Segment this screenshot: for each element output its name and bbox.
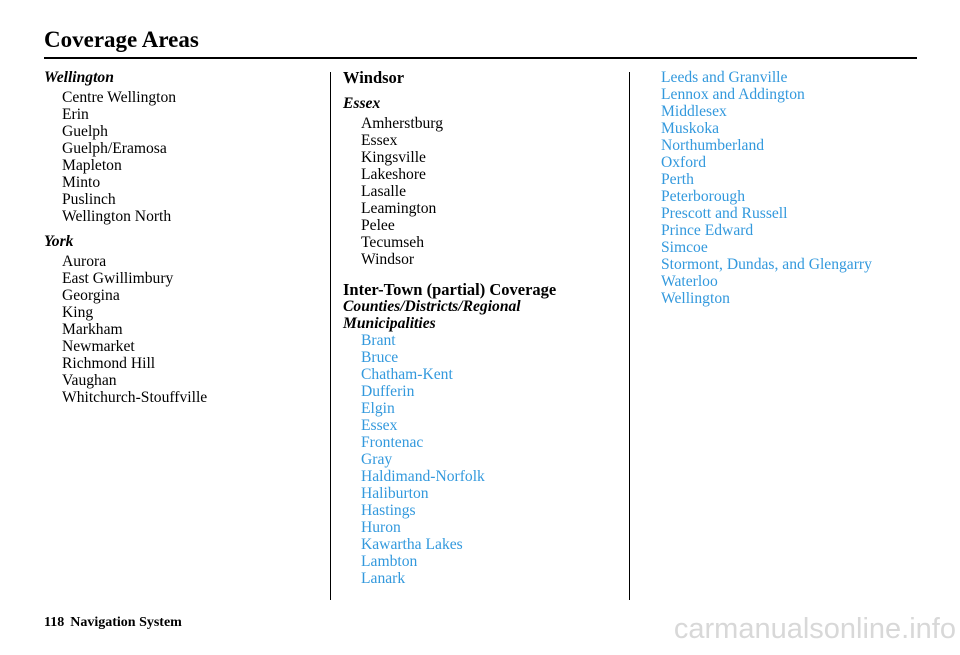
region-link[interactable]: Essex (361, 417, 398, 434)
list-item: Whitchurch-Stouffville (62, 389, 208, 406)
wellington-list (44, 89, 324, 225)
region-link[interactable]: Prescott and Russell (661, 205, 788, 222)
essex-heading: Essex (343, 95, 381, 112)
region-link[interactable]: Leeds and Granville (661, 69, 788, 86)
list-item: Windsor (361, 251, 415, 268)
list-item: Erin (62, 106, 89, 123)
intertown-heading: Inter-Town (partial) Coverage (343, 280, 557, 299)
list-item: Newmarket (62, 338, 135, 355)
column-divider (629, 72, 630, 600)
region-link[interactable]: Huron (361, 519, 401, 536)
column-1 (44, 69, 324, 406)
intertown-subheading: Counties/Districts/Regional (343, 298, 521, 315)
list-item: Essex (361, 132, 398, 149)
windsor-list (343, 115, 623, 268)
list-item: Markham (62, 321, 123, 338)
wellington-heading: Wellington (44, 69, 114, 86)
list-item: Puslinch (62, 191, 116, 208)
region-link[interactable]: Bruce (361, 349, 399, 366)
region-link[interactable]: Oxford (661, 154, 707, 171)
region-link[interactable]: Stormont, Dundas, and Glengarry (661, 256, 872, 273)
region-link[interactable]: Wellington (661, 290, 730, 307)
list-item: Centre Wellington (62, 89, 177, 106)
windsor-heading: Windsor (343, 68, 405, 87)
column-3 (661, 69, 941, 307)
region-link[interactable]: Lennox and Addington (661, 86, 805, 103)
list-item: Mapleton (62, 157, 122, 174)
list-item: Leamington (361, 200, 437, 217)
list-item: Tecumseh (361, 234, 424, 251)
region-link-list (661, 69, 941, 307)
list-item: Vaughan (62, 372, 117, 389)
list-item: East Gwillimbury (62, 270, 174, 287)
list-item: Richmond Hill (62, 355, 156, 372)
page-number: 118 (44, 615, 65, 630)
region-link[interactable]: Kawartha Lakes (361, 536, 463, 553)
region-link[interactable]: Chatham-Kent (361, 366, 453, 383)
list-item: Georgina (62, 287, 120, 304)
list-item: King (62, 304, 94, 321)
region-link[interactable]: Middlesex (661, 103, 727, 120)
list-item: Kingsville (361, 149, 426, 166)
section-name: Navigation System (70, 615, 182, 630)
list-item: Lasalle (361, 183, 407, 200)
region-link[interactable]: Haldimand-Norfolk (361, 468, 485, 485)
list-item: Pelee (361, 217, 395, 234)
region-link[interactable]: Hastings (361, 502, 416, 519)
list-item: Aurora (62, 253, 107, 270)
region-link[interactable]: Lambton (361, 553, 418, 570)
region-link[interactable]: Muskoka (661, 120, 720, 137)
intertown-subheading: Municipalities (343, 315, 436, 332)
region-link[interactable]: Peterborough (661, 188, 746, 205)
region-link[interactable]: Haliburton (361, 485, 429, 502)
list-item: Wellington North (62, 208, 172, 225)
title-rule (44, 57, 917, 59)
column-divider (330, 72, 331, 600)
list-item: Minto (62, 174, 101, 191)
region-link[interactable]: Simcoe (661, 239, 708, 256)
region-link[interactable]: Brant (361, 332, 396, 349)
region-link[interactable]: Northumberland (661, 137, 765, 154)
region-link[interactable]: Waterloo (661, 273, 718, 290)
list-item: Guelph/Eramosa (62, 140, 167, 157)
watermark: carmanualsonline.info (673, 613, 956, 645)
region-link[interactable]: Gray (361, 451, 393, 468)
region-link[interactable]: Lanark (361, 570, 406, 587)
intertown-link-list (343, 332, 623, 587)
list-item: Lakeshore (361, 166, 426, 183)
page-footer (44, 614, 182, 632)
region-link[interactable]: Elgin (361, 400, 395, 417)
list-item: Guelph (62, 123, 108, 140)
column-2 (343, 69, 623, 587)
region-link[interactable]: Prince Edward (661, 222, 754, 239)
region-link[interactable]: Frontenac (361, 434, 424, 451)
york-heading: York (44, 233, 74, 250)
page-title: Coverage Areas (44, 27, 199, 52)
york-list (44, 253, 324, 406)
region-link[interactable]: Dufferin (361, 383, 415, 400)
region-link[interactable]: Perth (661, 171, 694, 188)
list-item: Amherstburg (361, 115, 444, 132)
